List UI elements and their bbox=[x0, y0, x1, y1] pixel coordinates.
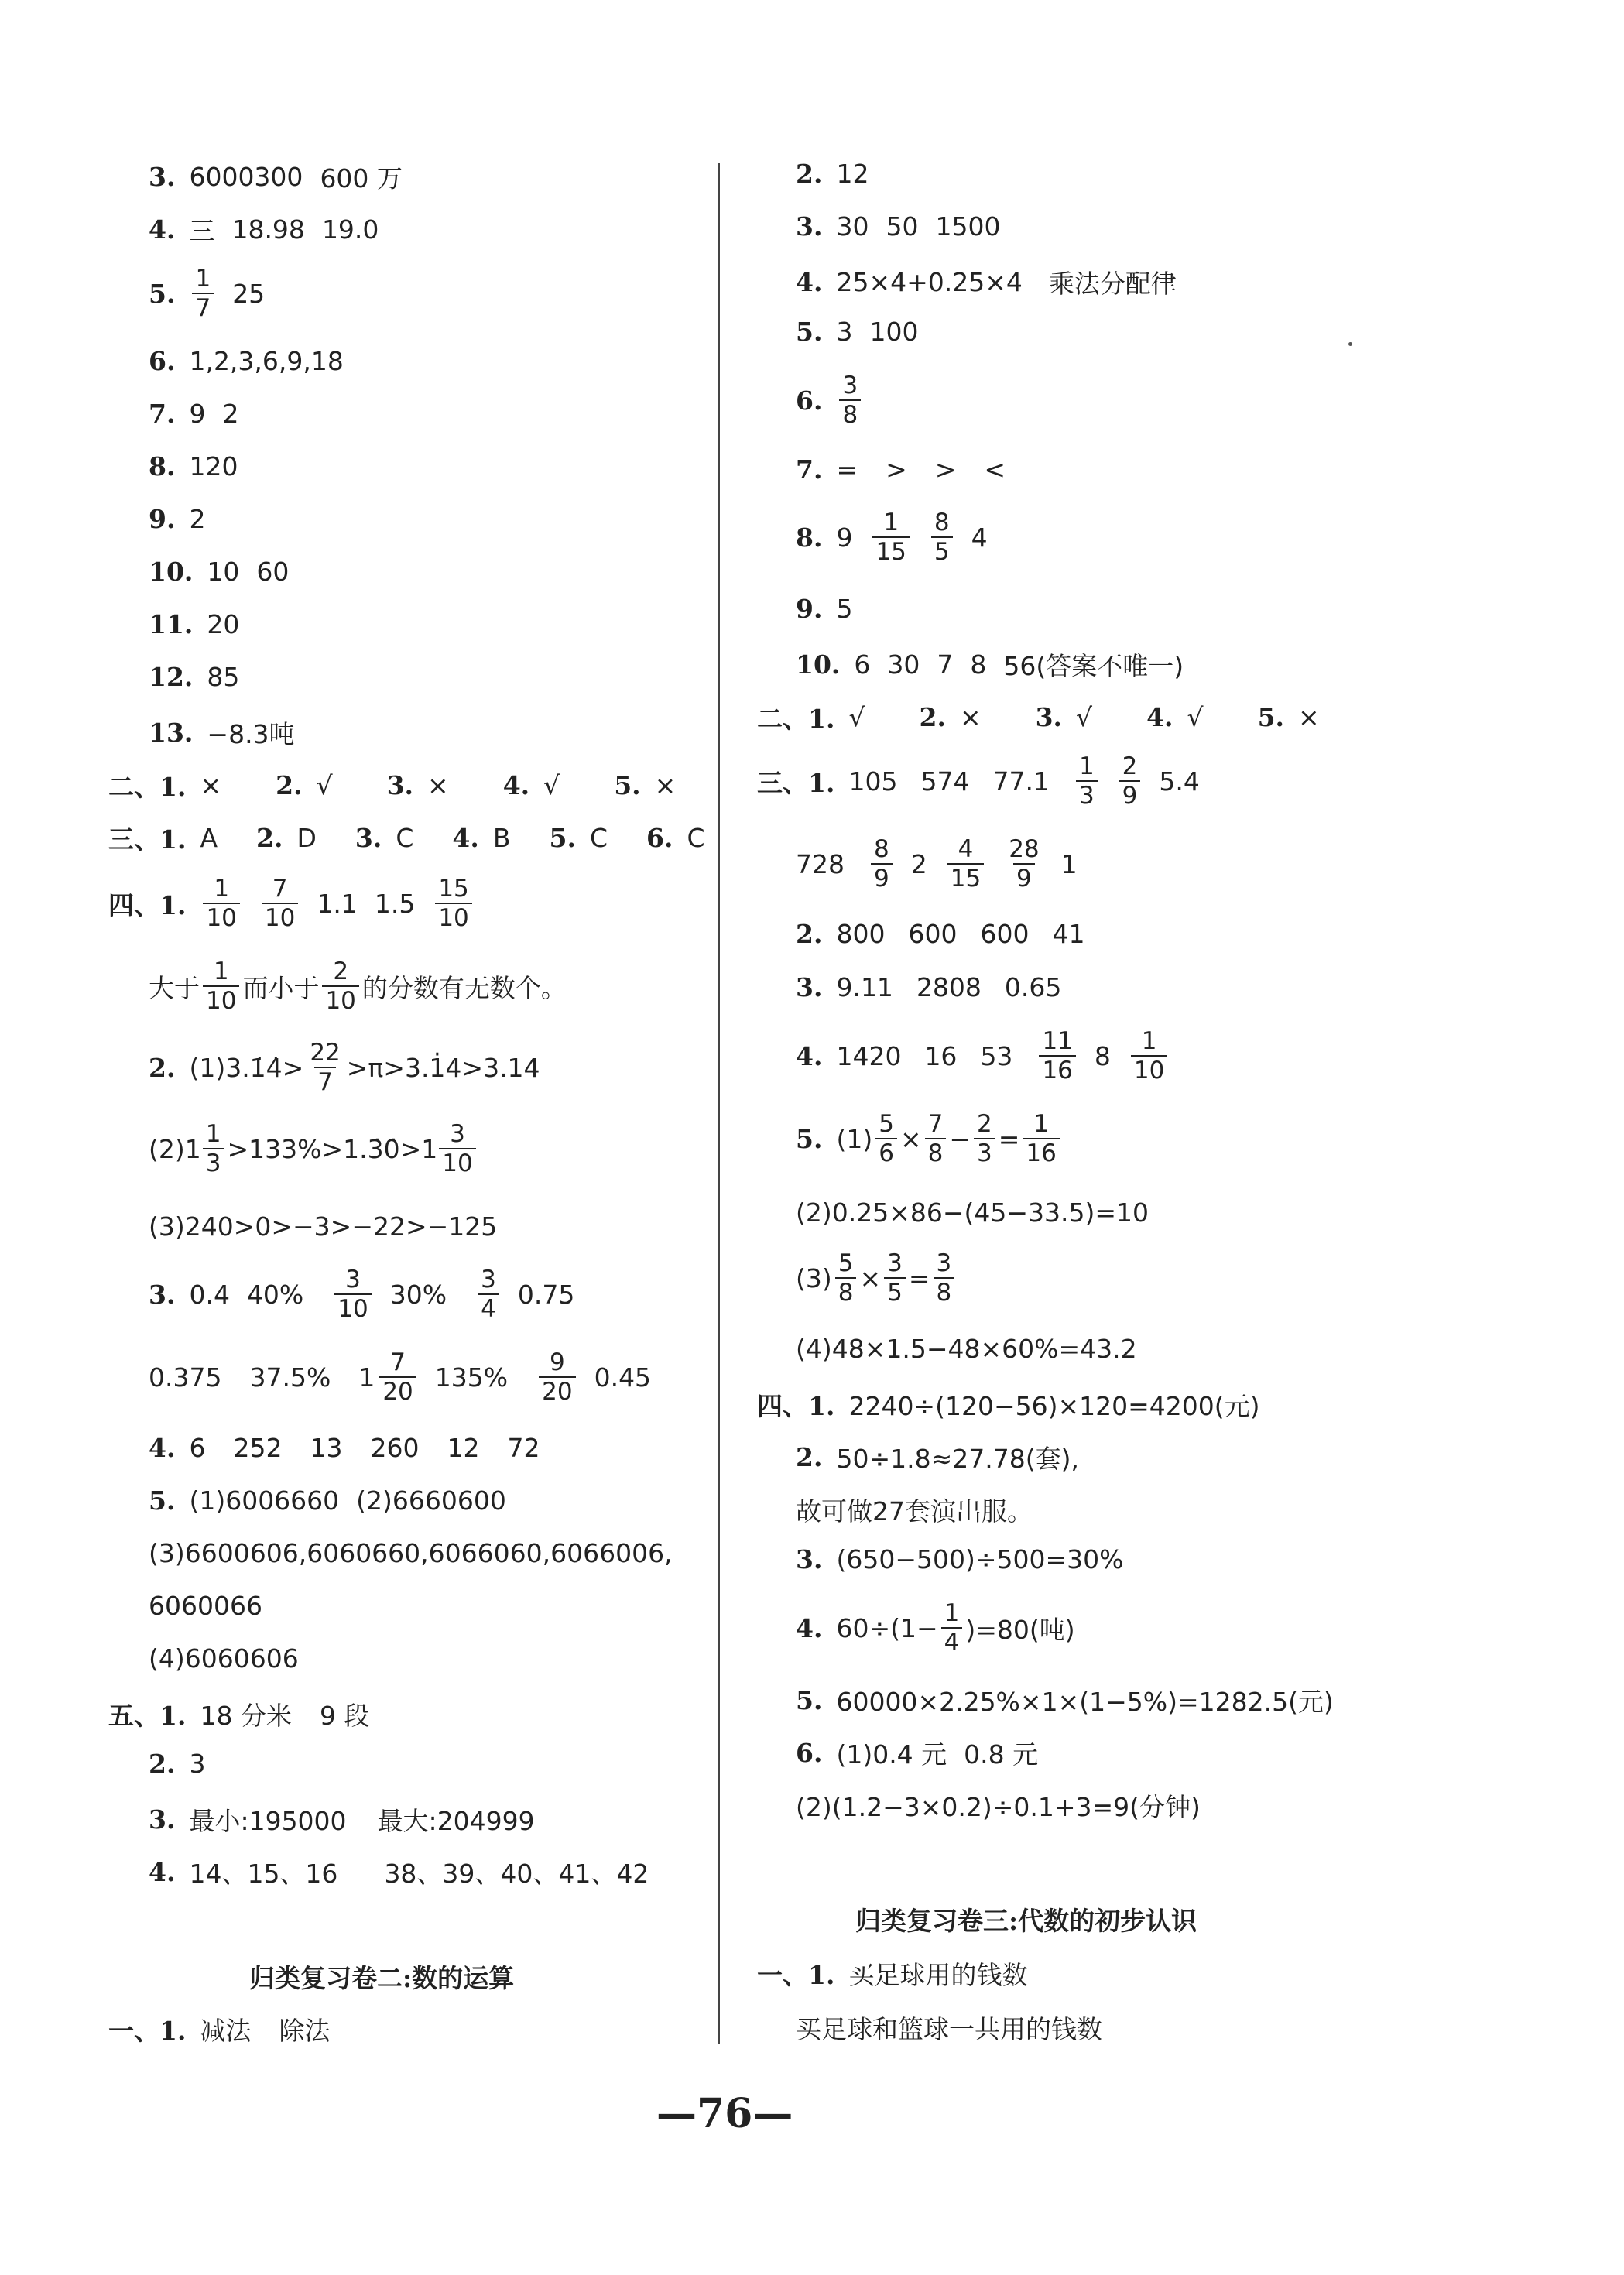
right-san-5-1: 5. (1) $\frac{5}{6}$ × $\frac{7}{8}$ − $\frac{2}{3}$ = $\frac{1}{16}$ bbox=[796, 1112, 1063, 1166]
fraction: $\frac{7}{20}$ bbox=[379, 1351, 416, 1404]
fraction: $\frac{9}{20}$ bbox=[539, 1351, 575, 1404]
left-si-5: 5. (1)6006660 (2)6660600 bbox=[149, 1485, 506, 1516]
right-section-san-1: 三、1. 105 574 77.1 $\frac{1}{3}$ $\frac{2}{9}$ 5.4 bbox=[757, 752, 1200, 810]
right-si-6-2: (2)(1.2−3×0.2)÷0.1+3=9(分钟) bbox=[796, 1792, 1201, 1822]
right-answer-5: 5. 3 100 bbox=[796, 317, 919, 347]
left-si-3-cont: 0.375 37.5% 1 $\frac{7}{20}$ 135% $\frac{9}{20}$ 0.45 bbox=[149, 1348, 652, 1406]
right-section-si-1: 四、1. 2240÷(120−56)×120=4200(元) bbox=[757, 1391, 1260, 1421]
right-yi-1-cont: 买足球和篮球一共用的钱数 bbox=[796, 2014, 1102, 2044]
fraction: $\frac{1}{7}$ bbox=[192, 267, 214, 320]
right-answer-2: 2. 12 bbox=[796, 159, 869, 189]
left-answer-11: 11. 20 bbox=[149, 609, 240, 639]
fraction: $\frac{2}{3}$ bbox=[974, 1112, 995, 1166]
left-answer-8: 8. 120 bbox=[149, 451, 238, 481]
right-si-2-cont: 故可做27套演出服。 bbox=[796, 1496, 1033, 1526]
left-si-3: 3. 0.4 40% $\frac{3}{10}$ 30% $\frac{3}{4}$ 0.75 bbox=[149, 1266, 575, 1323]
fraction: $\frac{1}{10}$ bbox=[203, 877, 239, 930]
fraction: $\frac{1}{3}$ bbox=[203, 1122, 224, 1176]
right-answer-8: 8. 9 $\frac{1}{15}$ $\frac{8}{5}$ 4 bbox=[796, 509, 988, 566]
left-answer-6: 6. 1,2,3,6,9,18 bbox=[149, 346, 344, 376]
fraction: $\frac{22}{7}$ bbox=[310, 1039, 341, 1096]
fraction: $\frac{4}{15}$ bbox=[947, 838, 984, 891]
stray-mark bbox=[1348, 342, 1352, 346]
section-title-2: 归类复习卷二:数的运算 bbox=[249, 1963, 515, 1993]
left-si-2-2: (2)1 $\frac{1}{3}$ >133%>1.3̇0̇>1 $\frac{3}{10}$ bbox=[149, 1122, 479, 1176]
left-answer-4: 4. 三 18.98 19.0 bbox=[149, 214, 379, 246]
right-san-1-cont: 728 $\frac{8}{9}$ 2 $\frac{4}{15}$ $\frac{28}{9}$ 1 bbox=[796, 835, 1078, 893]
left-si-5-3-cont: 6060066 bbox=[149, 1591, 262, 1621]
left-si-5-4: (4)6060606 bbox=[149, 1643, 299, 1674]
section-title-3: 归类复习卷三:代数的初步认识 bbox=[855, 1906, 1197, 1936]
right-section-er: 二、1. √ 2. × 3. √ 4. √ 5. × bbox=[757, 702, 1320, 734]
fraction: $\frac{1}{15}$ bbox=[872, 511, 909, 564]
fraction: $\frac{11}{16}$ bbox=[1039, 1030, 1075, 1083]
left-answer-12: 12. 85 bbox=[149, 662, 240, 692]
fraction: $\frac{1}{10}$ bbox=[1131, 1030, 1167, 1083]
left-si-5-3: (3)6600606,6060660,6066060,6066006, bbox=[149, 1538, 673, 1568]
fraction: $\frac{1}{3}$ bbox=[1076, 755, 1098, 808]
fraction: $\frac{1}{10}$ bbox=[203, 960, 239, 1013]
fraction: $\frac{3}{10}$ bbox=[439, 1122, 475, 1176]
fraction: $\frac{2}{9}$ bbox=[1119, 755, 1141, 808]
left-answer-10: 10. 10 60 bbox=[149, 557, 290, 587]
fraction: $\frac{28}{9}$ bbox=[1009, 835, 1040, 893]
left-section-san: 三、1. A 2. D 3. C 4. B 5. C 6. C bbox=[108, 823, 705, 855]
right-answer-4: 4. 25×4+0.25×4 乘法分配律 bbox=[796, 267, 1177, 299]
fraction: $\frac{8}{5}$ bbox=[931, 511, 953, 564]
right-answer-3: 3. 30 50 1500 bbox=[796, 211, 1001, 242]
left-si-2-1: 2. (1)3.1̇4̇> $\frac{22}{7}$ >π>3.1̇4>3.14 bbox=[149, 1039, 540, 1096]
left-answer-9: 9. 2 bbox=[149, 504, 206, 534]
right-yi-1: 一、1. 买足球用的钱数 bbox=[757, 1960, 1028, 1990]
left-answer-5: 5. $\frac{1}{7}$ 25 bbox=[149, 265, 266, 322]
left-si-1-note: 大于 $\frac{1}{10}$ 而小于 $\frac{2}{10}$ 的分数有无数个。 bbox=[149, 958, 567, 1015]
right-si-2: 2. 50÷1.8≈27.78(套), bbox=[796, 1442, 1079, 1474]
right-answer-6: 6. $\frac{3}{8}$ bbox=[796, 374, 879, 427]
column-divider bbox=[718, 163, 720, 2044]
fraction: $\frac{3}{8}$ bbox=[934, 1252, 955, 1305]
fraction: $\frac{15}{10}$ bbox=[435, 877, 471, 930]
page-number: —76— bbox=[656, 2090, 793, 2137]
right-si-4: 4. 60÷(1− $\frac{1}{4}$ )=80(吨) bbox=[796, 1599, 1075, 1657]
left-section-wu-1: 五、1. 18 分米 9 段 bbox=[108, 1701, 370, 1731]
fraction: $\frac{3}{8}$ bbox=[839, 374, 861, 427]
left-answer-13: 13. −8.3吨 bbox=[149, 718, 295, 749]
right-san-3: 3. 9.11 2808 0.65 bbox=[796, 972, 1062, 1002]
left-wu-2: 2. 3 bbox=[149, 1749, 206, 1779]
fraction: $\frac{1}{16}$ bbox=[1023, 1112, 1059, 1166]
fraction: $\frac{5}{8}$ bbox=[835, 1252, 857, 1305]
right-san-4: 4. 1420 16 53 $\frac{11}{16}$ 8 $\frac{1}{10}$ bbox=[796, 1030, 1186, 1083]
fraction: $\frac{3}{10}$ bbox=[334, 1268, 371, 1321]
left-section-er: 二、1. × 2. √ 3. × 4. √ 5. × bbox=[108, 770, 677, 802]
right-si-6: 6. (1)0.4 元 0.8 元 bbox=[796, 1738, 1039, 1770]
left-si-2-3: (3)240>0>−3>−22>−125 bbox=[149, 1211, 498, 1242]
fraction: $\frac{8}{9}$ bbox=[871, 838, 893, 891]
left-wu-3: 3. 最小:195000 最大:204999 bbox=[149, 1804, 535, 1836]
right-san-2: 2. 800 600 600 41 bbox=[796, 919, 1085, 949]
right-answer-9: 9. 5 bbox=[796, 594, 853, 624]
right-san-5-2: (2)0.25×86−(45−33.5)=10 bbox=[796, 1197, 1149, 1228]
right-answer-7: 7. = > > < bbox=[796, 454, 1006, 485]
left-section-si-1: 四、1. $\frac{1}{10}$ $\frac{7}{10}$ 1.1 1.5 $\frac{15}{10}$ bbox=[108, 877, 491, 930]
right-san-5-4: (4)48×1.5−48×60%=43.2 bbox=[796, 1334, 1137, 1364]
right-si-3: 3. (650−500)÷500=30% bbox=[796, 1544, 1124, 1574]
left-answer-7: 7. 9 2 bbox=[149, 399, 239, 429]
fraction: $\frac{3}{4}$ bbox=[478, 1268, 499, 1321]
left-answer-3: 3. 6000300 600 万 bbox=[149, 162, 403, 194]
left-si-4: 4. 6 252 13 260 12 72 bbox=[149, 1433, 540, 1463]
left-yi-1: 一、1. 减法 除法 bbox=[108, 2016, 331, 2046]
fraction: $\frac{3}{5}$ bbox=[884, 1252, 906, 1305]
fraction: $\frac{2}{10}$ bbox=[322, 960, 358, 1013]
fraction: $\frac{7}{10}$ bbox=[262, 877, 298, 930]
right-san-5-3: (3) $\frac{5}{8}$ × $\frac{3}{5}$ = $\frac{3}{8}$ bbox=[796, 1252, 958, 1305]
fraction: $\frac{5}{6}$ bbox=[875, 1112, 897, 1166]
fraction: $\frac{7}{8}$ bbox=[925, 1112, 947, 1166]
right-si-5: 5. 60000×2.25%×1×(1−5%)=1282.5(元) bbox=[796, 1685, 1334, 1717]
right-answer-10: 10. 6 30 7 8 56(答案不唯一) bbox=[796, 649, 1184, 681]
left-wu-4: 4. 14、15、16 38、39、40、41、42 bbox=[149, 1857, 649, 1889]
fraction: $\frac{1}{4}$ bbox=[941, 1602, 963, 1655]
